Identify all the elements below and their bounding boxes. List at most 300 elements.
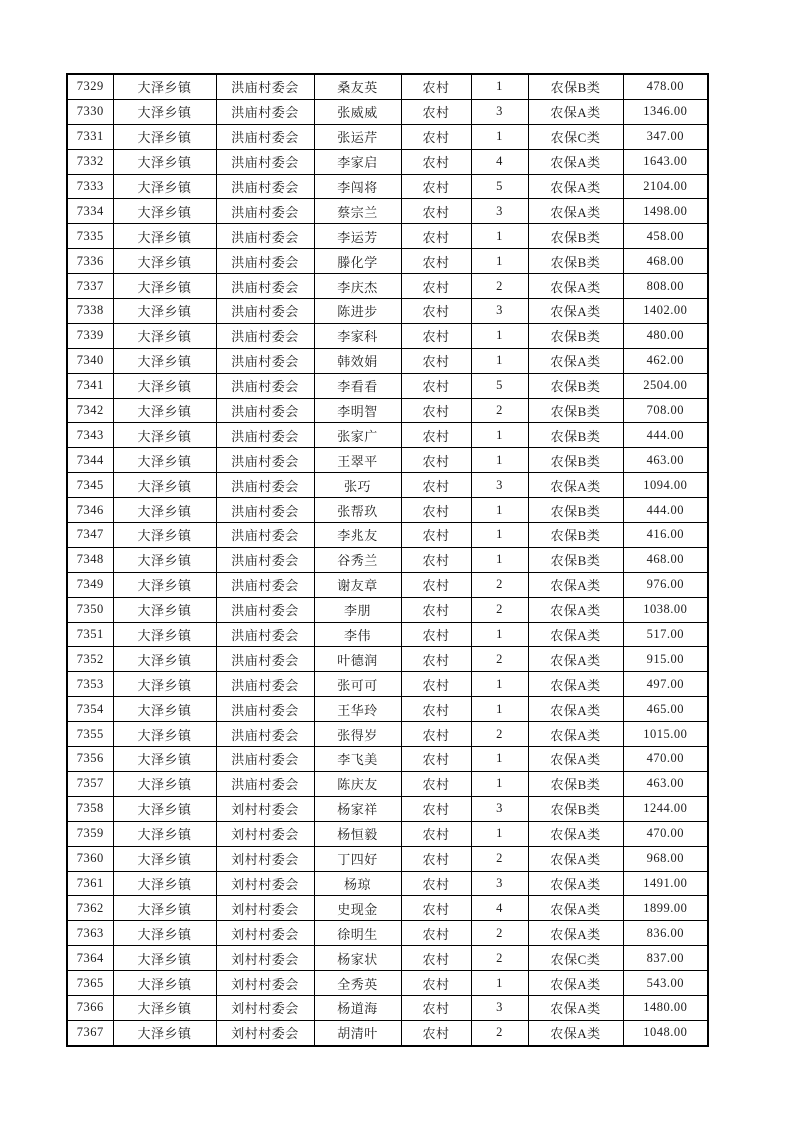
cell-person-name: 全秀英 (314, 971, 401, 996)
cell-person-count: 1 (471, 523, 528, 548)
cell-amount: 2504.00 (623, 373, 708, 398)
cell-amount: 1038.00 (623, 597, 708, 622)
cell-residence-type: 农村 (401, 896, 471, 921)
cell-town: 大泽乡镇 (113, 846, 216, 871)
cell-residence-type: 农村 (401, 249, 471, 274)
cell-village: 刘村村委会 (216, 946, 314, 971)
table-row (67, 523, 708, 548)
cell-residence-type: 农村 (401, 174, 471, 199)
cell-id: 7364 (67, 946, 113, 971)
cell-residence-type: 农村 (401, 672, 471, 697)
cell-person-count: 4 (471, 896, 528, 921)
table-row (67, 572, 708, 597)
cell-village: 洪庙村委会 (216, 647, 314, 672)
table-row (67, 274, 708, 299)
cell-village: 刘村村委会 (216, 1020, 314, 1045)
cell-person-count: 3 (471, 995, 528, 1020)
cell-town: 大泽乡镇 (113, 1020, 216, 1045)
cell-amount: 1498.00 (623, 199, 708, 224)
cell-town: 大泽乡镇 (113, 771, 216, 796)
cell-town: 大泽乡镇 (113, 74, 216, 99)
cell-town: 大泽乡镇 (113, 299, 216, 324)
cell-id: 7352 (67, 647, 113, 672)
cell-id: 7338 (67, 299, 113, 324)
cell-person-name: 李伟 (314, 622, 401, 647)
cell-id: 7337 (67, 274, 113, 299)
cell-insurance-category: 农保C类 (528, 946, 623, 971)
cell-insurance-category: 农保C类 (528, 124, 623, 149)
table-row (67, 199, 708, 224)
cell-village: 洪庙村委会 (216, 747, 314, 772)
cell-amount: 468.00 (623, 547, 708, 572)
cell-person-count: 1 (471, 971, 528, 996)
cell-town: 大泽乡镇 (113, 398, 216, 423)
cell-town: 大泽乡镇 (113, 896, 216, 921)
cell-id: 7360 (67, 846, 113, 871)
cell-insurance-category: 农保B类 (528, 498, 623, 523)
cell-person-count: 1 (471, 547, 528, 572)
cell-village: 洪庙村委会 (216, 398, 314, 423)
cell-town: 大泽乡镇 (113, 498, 216, 523)
cell-residence-type: 农村 (401, 971, 471, 996)
cell-insurance-category: 农保A类 (528, 622, 623, 647)
cell-id: 7343 (67, 423, 113, 448)
cell-amount: 458.00 (623, 224, 708, 249)
cell-insurance-category: 农保A类 (528, 597, 623, 622)
cell-insurance-category: 农保A类 (528, 921, 623, 946)
cell-person-name: 杨恒毅 (314, 821, 401, 846)
cell-amount: 708.00 (623, 398, 708, 423)
cell-insurance-category: 农保A类 (528, 473, 623, 498)
cell-insurance-category: 农保B类 (528, 547, 623, 572)
cell-amount: 470.00 (623, 821, 708, 846)
cell-insurance-category: 农保B类 (528, 373, 623, 398)
cell-village: 洪庙村委会 (216, 74, 314, 99)
cell-id: 7336 (67, 249, 113, 274)
table-row (67, 896, 708, 921)
cell-person-count: 1 (471, 224, 528, 249)
cell-town: 大泽乡镇 (113, 796, 216, 821)
cell-id: 7351 (67, 622, 113, 647)
cell-person-count: 3 (471, 299, 528, 324)
cell-town: 大泽乡镇 (113, 99, 216, 124)
cell-town: 大泽乡镇 (113, 971, 216, 996)
cell-residence-type: 农村 (401, 373, 471, 398)
cell-residence-type: 农村 (401, 398, 471, 423)
cell-amount: 517.00 (623, 622, 708, 647)
cell-person-count: 1 (471, 74, 528, 99)
cell-village: 洪庙村委会 (216, 572, 314, 597)
cell-person-count: 2 (471, 274, 528, 299)
cell-residence-type: 农村 (401, 74, 471, 99)
cell-amount: 468.00 (623, 249, 708, 274)
cell-person-name: 杨道海 (314, 995, 401, 1020)
cell-person-count: 1 (471, 697, 528, 722)
cell-id: 7329 (67, 74, 113, 99)
cell-id: 7358 (67, 796, 113, 821)
cell-person-name: 谢友章 (314, 572, 401, 597)
cell-village: 洪庙村委会 (216, 597, 314, 622)
table-row (67, 124, 708, 149)
cell-village: 洪庙村委会 (216, 249, 314, 274)
table-row (67, 995, 708, 1020)
cell-amount: 836.00 (623, 921, 708, 946)
cell-person-name: 王华玲 (314, 697, 401, 722)
table-row (67, 722, 708, 747)
cell-id: 7353 (67, 672, 113, 697)
cell-residence-type: 农村 (401, 921, 471, 946)
cell-person-name: 张家广 (314, 423, 401, 448)
cell-village: 洪庙村委会 (216, 523, 314, 548)
cell-residence-type: 农村 (401, 771, 471, 796)
cell-id: 7359 (67, 821, 113, 846)
cell-id: 7367 (67, 1020, 113, 1045)
cell-person-name: 丁四好 (314, 846, 401, 871)
cell-id: 7334 (67, 199, 113, 224)
cell-amount: 1094.00 (623, 473, 708, 498)
cell-amount: 416.00 (623, 523, 708, 548)
cell-insurance-category: 农保A类 (528, 1020, 623, 1045)
cell-id: 7361 (67, 871, 113, 896)
cell-town: 大泽乡镇 (113, 622, 216, 647)
cell-person-name: 李家科 (314, 323, 401, 348)
cell-person-count: 1 (471, 498, 528, 523)
cell-amount: 968.00 (623, 846, 708, 871)
cell-village: 刘村村委会 (216, 846, 314, 871)
cell-person-name: 桑友英 (314, 74, 401, 99)
cell-village: 洪庙村委会 (216, 149, 314, 174)
cell-village: 洪庙村委会 (216, 473, 314, 498)
cell-amount: 808.00 (623, 274, 708, 299)
cell-residence-type: 农村 (401, 99, 471, 124)
cell-insurance-category: 农保B类 (528, 523, 623, 548)
cell-id: 7363 (67, 921, 113, 946)
cell-town: 大泽乡镇 (113, 473, 216, 498)
cell-residence-type: 农村 (401, 547, 471, 572)
cell-id: 7362 (67, 896, 113, 921)
table-row (67, 74, 708, 99)
cell-person-name: 张巧 (314, 473, 401, 498)
cell-id: 7331 (67, 124, 113, 149)
cell-id: 7340 (67, 348, 113, 373)
cell-insurance-category: 农保B类 (528, 771, 623, 796)
table-row (67, 921, 708, 946)
cell-insurance-category: 农保A类 (528, 99, 623, 124)
cell-residence-type: 农村 (401, 448, 471, 473)
cell-town: 大泽乡镇 (113, 523, 216, 548)
cell-village: 洪庙村委会 (216, 274, 314, 299)
table-row (67, 846, 708, 871)
cell-insurance-category: 农保B类 (528, 74, 623, 99)
cell-person-count: 2 (471, 946, 528, 971)
cell-residence-type: 农村 (401, 722, 471, 747)
cell-town: 大泽乡镇 (113, 149, 216, 174)
cell-town: 大泽乡镇 (113, 224, 216, 249)
cell-residence-type: 农村 (401, 348, 471, 373)
cell-insurance-category: 农保A类 (528, 299, 623, 324)
cell-person-count: 3 (471, 871, 528, 896)
cell-person-count: 1 (471, 747, 528, 772)
cell-person-count: 1 (471, 771, 528, 796)
cell-person-name: 张威威 (314, 99, 401, 124)
table-row (67, 373, 708, 398)
cell-id: 7330 (67, 99, 113, 124)
cell-residence-type: 农村 (401, 299, 471, 324)
cell-person-name: 史现金 (314, 896, 401, 921)
table-row (67, 323, 708, 348)
cell-person-name: 徐明生 (314, 921, 401, 946)
cell-amount: 976.00 (623, 572, 708, 597)
cell-residence-type: 农村 (401, 946, 471, 971)
cell-residence-type: 农村 (401, 821, 471, 846)
cell-town: 大泽乡镇 (113, 597, 216, 622)
cell-residence-type: 农村 (401, 796, 471, 821)
cell-village: 洪庙村委会 (216, 323, 314, 348)
cell-amount: 1491.00 (623, 871, 708, 896)
table-row (67, 796, 708, 821)
cell-village: 洪庙村委会 (216, 672, 314, 697)
cell-amount: 444.00 (623, 498, 708, 523)
cell-insurance-category: 农保B类 (528, 796, 623, 821)
cell-person-count: 5 (471, 174, 528, 199)
cell-person-name: 李飞美 (314, 747, 401, 772)
cell-person-count: 3 (471, 796, 528, 821)
cell-person-name: 张帮玖 (314, 498, 401, 523)
cell-town: 大泽乡镇 (113, 423, 216, 448)
cell-insurance-category: 农保A类 (528, 647, 623, 672)
cell-insurance-category: 农保A类 (528, 995, 623, 1020)
cell-town: 大泽乡镇 (113, 124, 216, 149)
cell-person-name: 李运芳 (314, 224, 401, 249)
table-row (67, 697, 708, 722)
cell-insurance-category: 农保A类 (528, 846, 623, 871)
cell-town: 大泽乡镇 (113, 448, 216, 473)
cell-person-name: 滕化学 (314, 249, 401, 274)
cell-village: 刘村村委会 (216, 821, 314, 846)
table-row (67, 473, 708, 498)
cell-person-name: 叶德润 (314, 647, 401, 672)
cell-residence-type: 农村 (401, 124, 471, 149)
cell-id: 7341 (67, 373, 113, 398)
cell-person-count: 3 (471, 99, 528, 124)
cell-village: 洪庙村委会 (216, 547, 314, 572)
cell-residence-type: 农村 (401, 523, 471, 548)
cell-person-name: 王翠平 (314, 448, 401, 473)
cell-town: 大泽乡镇 (113, 199, 216, 224)
table-row (67, 174, 708, 199)
cell-town: 大泽乡镇 (113, 722, 216, 747)
cell-insurance-category: 农保A类 (528, 821, 623, 846)
cell-person-count: 2 (471, 647, 528, 672)
cell-person-count: 4 (471, 149, 528, 174)
cell-insurance-category: 农保A类 (528, 174, 623, 199)
cell-amount: 837.00 (623, 946, 708, 971)
cell-insurance-category: 农保A类 (528, 871, 623, 896)
cell-residence-type: 农村 (401, 995, 471, 1020)
cell-amount: 463.00 (623, 448, 708, 473)
cell-town: 大泽乡镇 (113, 249, 216, 274)
cell-insurance-category: 农保A类 (528, 697, 623, 722)
cell-person-name: 杨家祥 (314, 796, 401, 821)
cell-village: 洪庙村委会 (216, 423, 314, 448)
cell-id: 7332 (67, 149, 113, 174)
cell-residence-type: 农村 (401, 622, 471, 647)
table-row (67, 1020, 708, 1045)
cell-id: 7366 (67, 995, 113, 1020)
cell-person-name: 谷秀兰 (314, 547, 401, 572)
cell-person-count: 1 (471, 672, 528, 697)
cell-village: 洪庙村委会 (216, 448, 314, 473)
cell-person-count: 1 (471, 348, 528, 373)
cell-residence-type: 农村 (401, 274, 471, 299)
cell-town: 大泽乡镇 (113, 697, 216, 722)
cell-id: 7356 (67, 747, 113, 772)
cell-person-name: 李庆杰 (314, 274, 401, 299)
cell-person-count: 2 (471, 398, 528, 423)
cell-town: 大泽乡镇 (113, 647, 216, 672)
cell-insurance-category: 农保A类 (528, 896, 623, 921)
cell-person-name: 李兆友 (314, 523, 401, 548)
cell-amount: 463.00 (623, 771, 708, 796)
cell-person-name: 张运芹 (314, 124, 401, 149)
table-row (67, 299, 708, 324)
cell-id: 7349 (67, 572, 113, 597)
cell-insurance-category: 农保A类 (528, 572, 623, 597)
cell-insurance-category: 农保B类 (528, 398, 623, 423)
cell-amount: 915.00 (623, 647, 708, 672)
cell-town: 大泽乡镇 (113, 672, 216, 697)
cell-person-count: 1 (471, 323, 528, 348)
cell-insurance-category: 农保B类 (528, 224, 623, 249)
cell-id: 7357 (67, 771, 113, 796)
cell-insurance-category: 农保B类 (528, 249, 623, 274)
cell-person-count: 1 (471, 249, 528, 274)
table-row (67, 871, 708, 896)
cell-residence-type: 农村 (401, 323, 471, 348)
table-row (67, 249, 708, 274)
cell-town: 大泽乡镇 (113, 821, 216, 846)
cell-amount: 470.00 (623, 747, 708, 772)
cell-residence-type: 农村 (401, 1020, 471, 1045)
cell-amount: 1643.00 (623, 149, 708, 174)
cell-village: 洪庙村委会 (216, 124, 314, 149)
cell-town: 大泽乡镇 (113, 747, 216, 772)
cell-village: 刘村村委会 (216, 995, 314, 1020)
cell-town: 大泽乡镇 (113, 572, 216, 597)
cell-insurance-category: 农保A类 (528, 348, 623, 373)
cell-residence-type: 农村 (401, 498, 471, 523)
table-row (67, 423, 708, 448)
cell-person-name: 李看看 (314, 373, 401, 398)
cell-person-name: 陈庆友 (314, 771, 401, 796)
table-row (67, 224, 708, 249)
cell-amount: 462.00 (623, 348, 708, 373)
cell-town: 大泽乡镇 (113, 946, 216, 971)
cell-village: 洪庙村委会 (216, 622, 314, 647)
cell-village: 洪庙村委会 (216, 299, 314, 324)
cell-person-name: 李明智 (314, 398, 401, 423)
cell-residence-type: 农村 (401, 747, 471, 772)
cell-amount: 2104.00 (623, 174, 708, 199)
data-table (66, 73, 709, 1047)
table-row (67, 747, 708, 772)
cell-village: 刘村村委会 (216, 971, 314, 996)
cell-residence-type: 农村 (401, 423, 471, 448)
cell-amount: 1244.00 (623, 796, 708, 821)
cell-town: 大泽乡镇 (113, 373, 216, 398)
cell-person-count: 3 (471, 473, 528, 498)
table-row (67, 348, 708, 373)
cell-village: 刘村村委会 (216, 871, 314, 896)
cell-residence-type: 农村 (401, 149, 471, 174)
cell-residence-type: 农村 (401, 697, 471, 722)
cell-person-count: 2 (471, 722, 528, 747)
cell-person-name: 杨家状 (314, 946, 401, 971)
cell-person-count: 2 (471, 1020, 528, 1045)
cell-amount: 543.00 (623, 971, 708, 996)
cell-village: 洪庙村委会 (216, 498, 314, 523)
table-row (67, 771, 708, 796)
cell-person-name: 张可可 (314, 672, 401, 697)
cell-insurance-category: 农保A类 (528, 747, 623, 772)
cell-residence-type: 农村 (401, 473, 471, 498)
cell-person-count: 2 (471, 846, 528, 871)
cell-insurance-category: 农保A类 (528, 149, 623, 174)
cell-village: 刘村村委会 (216, 796, 314, 821)
cell-residence-type: 农村 (401, 871, 471, 896)
cell-insurance-category: 农保B类 (528, 323, 623, 348)
cell-id: 7342 (67, 398, 113, 423)
cell-village: 洪庙村委会 (216, 697, 314, 722)
table-row (67, 398, 708, 423)
cell-id: 7365 (67, 971, 113, 996)
cell-person-count: 1 (471, 448, 528, 473)
cell-id: 7354 (67, 697, 113, 722)
cell-residence-type: 农村 (401, 199, 471, 224)
cell-village: 洪庙村委会 (216, 373, 314, 398)
cell-town: 大泽乡镇 (113, 921, 216, 946)
cell-residence-type: 农村 (401, 647, 471, 672)
cell-amount: 497.00 (623, 672, 708, 697)
cell-amount: 347.00 (623, 124, 708, 149)
cell-person-count: 5 (471, 373, 528, 398)
cell-town: 大泽乡镇 (113, 995, 216, 1020)
cell-village: 洪庙村委会 (216, 348, 314, 373)
cell-village: 洪庙村委会 (216, 224, 314, 249)
cell-village: 洪庙村委会 (216, 199, 314, 224)
cell-person-count: 2 (471, 572, 528, 597)
cell-id: 7347 (67, 523, 113, 548)
cell-town: 大泽乡镇 (113, 323, 216, 348)
cell-person-count: 2 (471, 597, 528, 622)
cell-amount: 1346.00 (623, 99, 708, 124)
cell-town: 大泽乡镇 (113, 174, 216, 199)
table-row (67, 971, 708, 996)
table-row (67, 448, 708, 473)
cell-id: 7348 (67, 547, 113, 572)
cell-person-name: 张得岁 (314, 722, 401, 747)
cell-insurance-category: 农保A类 (528, 672, 623, 697)
cell-insurance-category: 农保B类 (528, 423, 623, 448)
cell-amount: 478.00 (623, 74, 708, 99)
cell-person-name: 李闯将 (314, 174, 401, 199)
cell-insurance-category: 农保A类 (528, 274, 623, 299)
cell-residence-type: 农村 (401, 846, 471, 871)
cell-amount: 1899.00 (623, 896, 708, 921)
table-row (67, 821, 708, 846)
cell-amount: 480.00 (623, 323, 708, 348)
table-row (67, 149, 708, 174)
